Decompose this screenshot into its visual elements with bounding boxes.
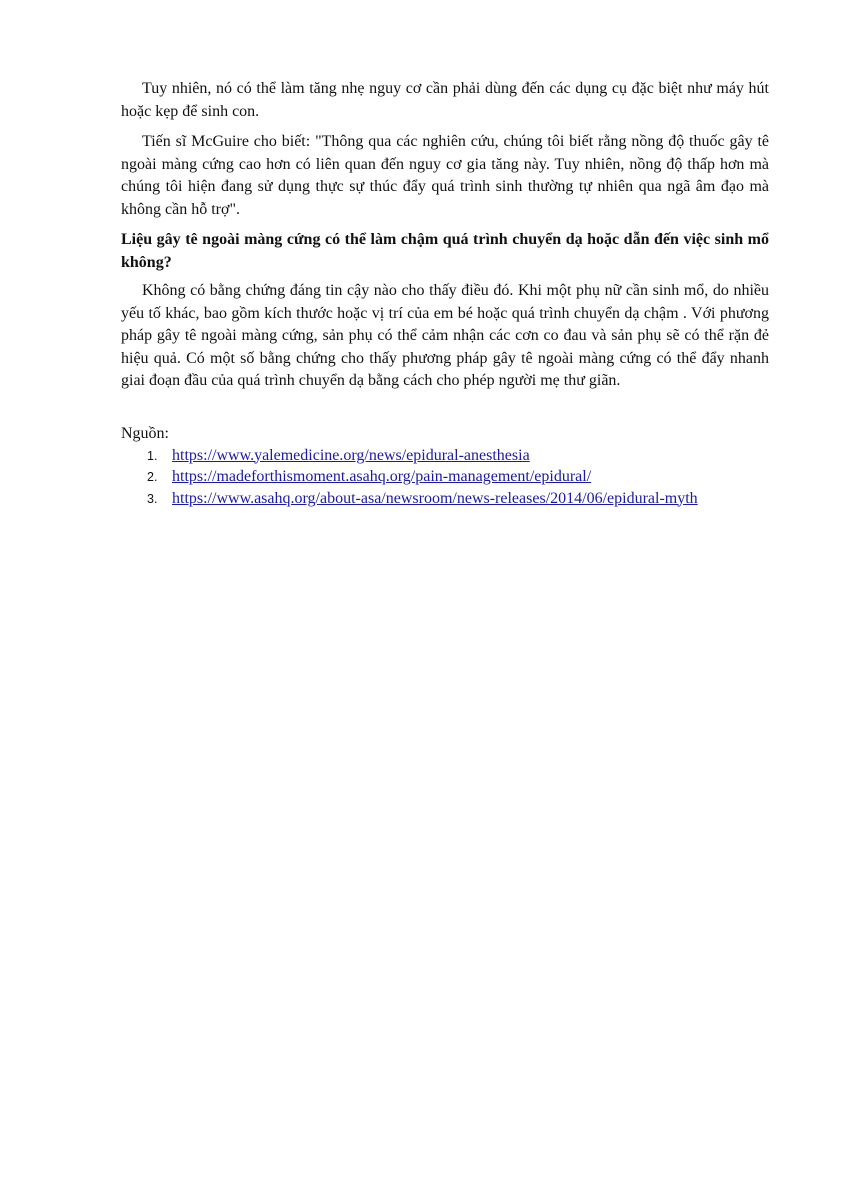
source-item bbox=[121, 466, 769, 488]
paragraph-instruments-risk: Tuy nhiên, nó có thể làm tăng nhẹ nguy cơ cần phải dùng đến các dụng cụ đặc biệt như máy hút hoặc kẹp để sinh con. bbox=[121, 80, 769, 120]
source-number: 3. bbox=[147, 491, 158, 506]
source-link-yalemedicine[interactable]: https://www.yalemedicine.org/news/epidural-anesthesia bbox=[172, 446, 530, 464]
sources-list bbox=[121, 445, 769, 510]
section-heading: Liệu gây tê ngoài màng cứng có thể làm chậm quá trình chuyển dạ hoặc dẫn đến việc sinh mổ không? bbox=[121, 231, 769, 271]
source-number: 2. bbox=[147, 470, 158, 484]
source-item bbox=[121, 488, 769, 510]
document-page bbox=[121, 78, 769, 509]
paragraph-mcguire-quote: Tiến sĩ McGuire cho biết: "Thông qua các nghiên cứu, chúng tôi biết rằng nồng độ thuốc gây tê ngoài màng cứng cao hơn có liên quan đến nguy cơ gia tăng này. Tuy nhiên, nồng độ thấp hơn mà chúng tôi hiện đang sử dụng thực sự thúc đẩy quá trình sinh thường tự nhiên qua ngã âm đạo mà không cần hỗ trợ". bbox=[121, 133, 769, 218]
source-link-madeforthismoment[interactable]: https://madeforthismoment.asahq.org/pain-management/epidural/ bbox=[172, 468, 592, 485]
source-item bbox=[121, 445, 769, 467]
source-link-asahq[interactable]: https://www.asahq.org/about-asa/newsroom/news-releases/2014/06/epidural-myth bbox=[172, 489, 698, 507]
sources-label: Nguồn: bbox=[121, 424, 169, 442]
source-number: 1. bbox=[147, 448, 158, 463]
paragraph-answer: Không có bằng chứng đáng tin cậy nào cho thấy điều đó. Khi một phụ nữ cần sinh mổ, do nhiều yếu tố khác, bao gồm kích thước hoặc vị trí của em bé hoặc quá trình chuyển dạ chậm . Với phương pháp gây tê ngoài màng cứng, sản phụ có thể cảm nhận các cơn co đau và sản phụ sẽ có thể rặn đẻ hiệu quả. Có một số bằng chứng cho thấy phương pháp gây tê ngoài màng cứng có thể đẩy nhanh giai đoạn đầu của quá trình chuyển dạ bằng cách cho phép người mẹ thư giãn. bbox=[121, 282, 769, 389]
